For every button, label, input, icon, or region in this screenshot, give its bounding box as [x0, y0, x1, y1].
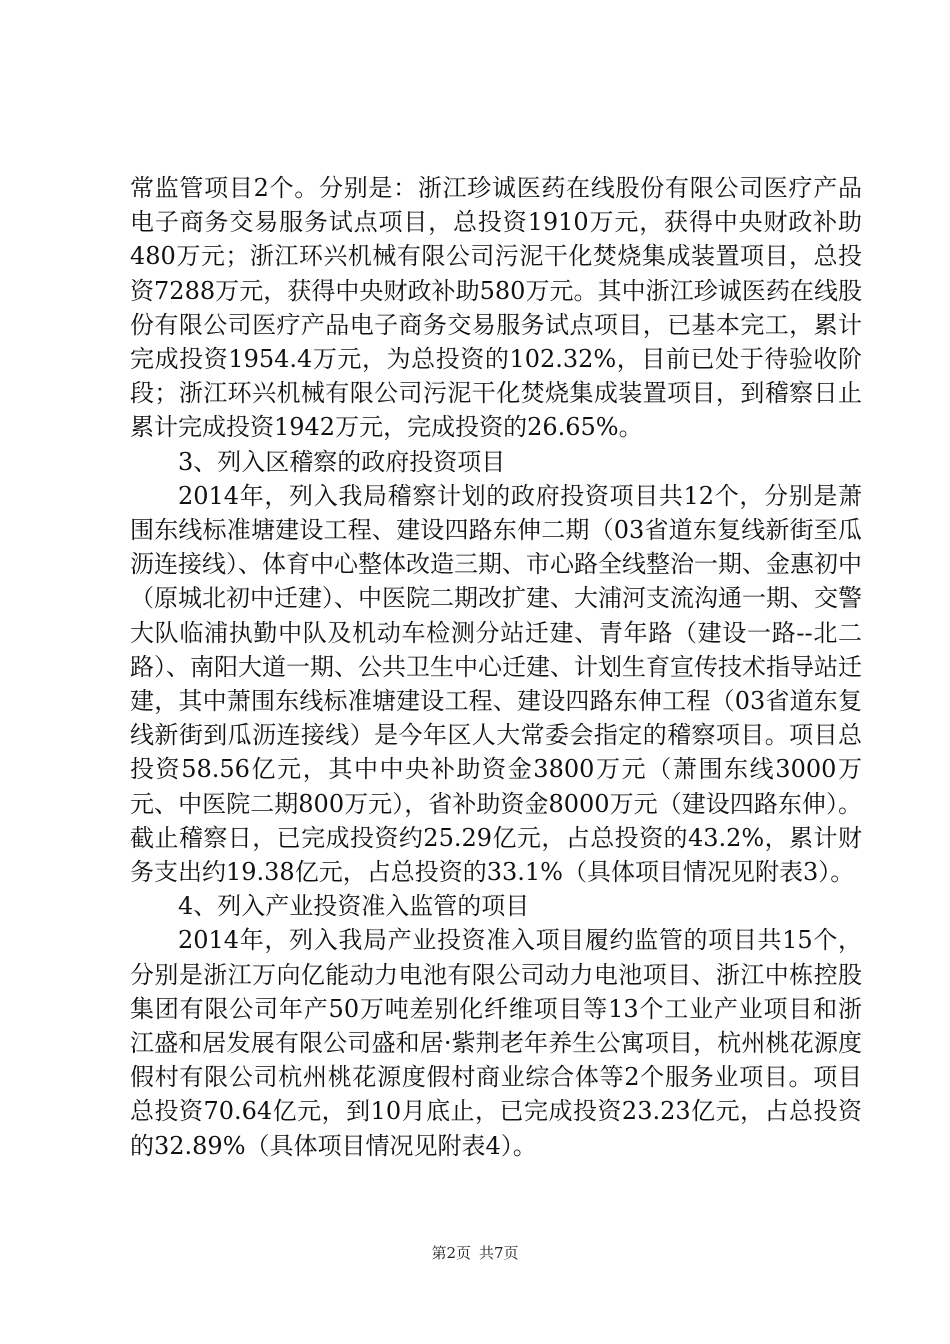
section-heading-4: 4、列入产业投资准入监管的项目 [178, 892, 530, 921]
page-footer [0, 1243, 950, 1263]
paragraph-continuation: 常监管项目2个。分别是：浙江珍诚医药在线股份有限公司医疗产品电子商务交易服务试点项目，总投资1910万元，获得中央财政补助480万元；浙江环兴机械有限公司污泥干化焚烧集成装置项目，总投资7288万元，获得中央财政补助580万元。其中浙江珍诚医药在线股份有限公司医疗产品电子商务交易服务试点项目，已基本完工，累计完成投资1954.4万元，为总投资的102.32%，目前已处于待验收阶段；浙江环兴机械有限公司污泥干化焚烧集成装置项目，到稽察日止累计完成投资1942万元，完成投资的26.65%。 [130, 174, 862, 442]
paragraph-government-projects: 2014年，列入我局稽察计划的政府投资项目共12个，分别是萧围东线标准塘建设工程、建设四路东伸二期（03省道东复线新街至瓜沥连接线）、体育中心整体改造三期、市心路全线整治一期、金惠初中（原城北初中迁建）、中医院二期改扩建、大浦河支流沟通一期、交警大队临浦执勤中队及机动车检测分站迁建、青年路（建设一路--北二路）、南阳大道一期、公共卫生中心迁建、计划生育宣传技术指导站迁建，其中萧围东线标准塘建设工程、建设四路东伸工程（03省道东复线新街到瓜沥连接线）是今年区人大常委会指定的稽察项目。项目总投资58.56亿元，其中中央补助资金3800万元（萧围东线3000万元、中医院二期800万元），省补助资金8000万元（建设四路东伸）。截止稽察日，已完成投资约25.29亿元，占总投资的43.2%，累计财务支出约19.38亿元，占总投资的33.1%（具体项目情况见附表3）。 [130, 481, 862, 887]
document-body [130, 171, 862, 1163]
page-number: 第2页 [431, 1244, 471, 1262]
section-heading-3: 3、列入区稽察的政府投资项目 [178, 447, 506, 476]
page-total: 共7页 [479, 1244, 519, 1262]
paragraph-industry-projects: 2014年，列入我局产业投资准入项目履约监管的项目共15个，分别是浙江万向亿能动力电池有限公司动力电池项目、浙江中栋控股集团有限公司年产50万吨差别化纤维项目等13个工业产业项目和浙江盛和居发展有限公司盛和居·紫荆老年养生公寓项目，杭州桃花源度假村有限公司杭州桃花源度假村商业综合体等2个服务业项目。项目总投资70.64亿元，到10月底止，已完成投资23.23亿元，占总投资的32.89%（具体项目情况见附表4）。 [130, 926, 862, 1160]
